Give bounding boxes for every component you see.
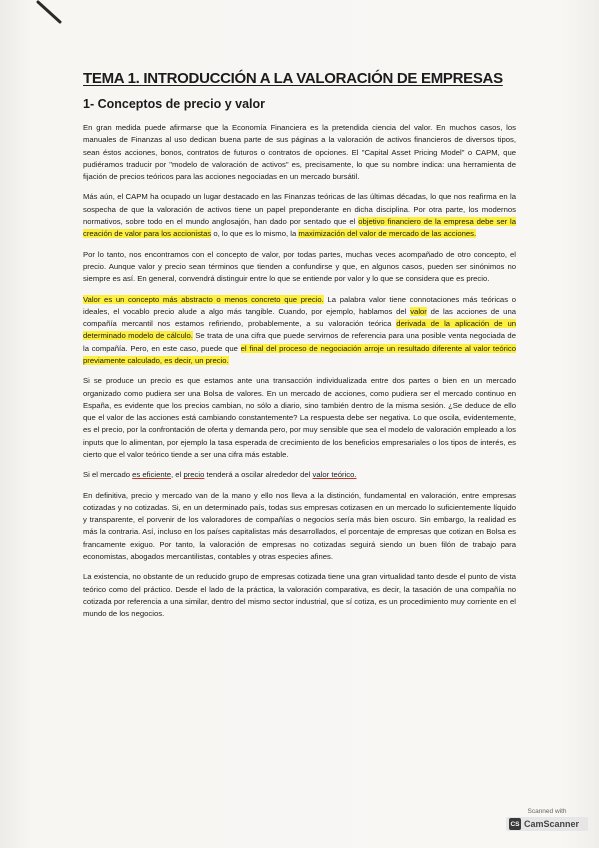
watermark-badge xyxy=(506,817,588,831)
section-heading: 1- Conceptos de precio y valor xyxy=(83,97,265,111)
watermark-name: CamScanner xyxy=(524,819,580,829)
highlighted-text: Valor es un concepto más abstracto o menos concreto que precio. xyxy=(83,294,324,304)
highlighted-text: maximización del valor de mercado de las acciones. xyxy=(298,229,477,239)
underlined-text: es eficiente xyxy=(132,470,172,480)
underlined-text: precio xyxy=(183,470,205,480)
underlined-text: valor teórico. xyxy=(312,470,357,480)
text-run: Se trata de una cifra que puede servirnos de referencia para una posible venta negociada de la compañía. Pero, en este caso, puede que xyxy=(83,331,516,353)
text-run: Más aún, el CAPM ha ocupado un lugar destacado en las Finanzas teóricas de las últimas décadas, lo que nos reafirma en la sospecha de que la valoración de activos tiene un papel preponderante en dicha disciplina. Por otra parte, los modernos normativos, sobre todo en el mundo anglosajón, han dado por sentado que el xyxy=(83,192,516,226)
highlighted-text: derivada de la aplicación de un determinado modelo de cálculo. xyxy=(83,319,516,341)
text-run: , el xyxy=(171,470,184,480)
paragraph xyxy=(83,490,516,564)
text-run: En definitiva, precio y mercado van de la mano y ello nos lleva a la distinción, fundamental en valoración, entre empresas cotizadas y no cotizadas. Si, en un determinado país, todas sus empresas cotizasen en un mercado lo suficientemente líquido y transparente, el porvenir de los valoradores de compañías o negocios sería más bien oscuro. Sin embargo, la realidad es más la contraria. Así, incluso en los países capitalistas más desarrollados, el porcentaje de empresas que cotizan en Bolsa es francamente exiguo. Por tanto, la valoración de empresas no cotizadas seguirá siendo un buen filón de trabajo para economistas, abogados mercantilistas, contables y otras especies afines. xyxy=(83,490,516,561)
highlighted-text: el final del proceso de negociación arroje un resultado diferente al valor teórico previamente calculado, es decir, un precio. xyxy=(83,343,517,365)
text-run: de las acciones de una compañía mercantil nos estamos refiriendo, probablemente, a su valoración teórica xyxy=(83,306,516,329)
paragraph xyxy=(83,571,516,620)
paragraph xyxy=(83,469,516,481)
text-run: La existencia, no obstante de un reducido grupo de empresas cotizada tiene una gran virtualidad tanto desde el punto de vista teórico como del práctico. Desde el lado de la práctica, la valoración comparativa, es decir, la tasación de una compañía no cotizada por referencia a una similar, dentro del mismo sector industrial, que sí cotiza, es un procedimiento muy corriente en el mundo de los negocios. xyxy=(83,572,516,619)
text-run: o, lo que es lo mismo, la xyxy=(211,229,299,239)
text-run: Por lo tanto, nos encontramos con el concepto de valor, por todas partes, muchas veces acompañado de otro concepto, el precio. Aunque valor y precio sean términos que tienden a confundirse y que, en algunos casos, pueden ser sinónimos no siempre es así. En general, convendrá distinguir entre lo que se entiende por valor y lo que se considera que es precio. xyxy=(83,249,516,284)
document-title: TEMA 1. INTRODUCCIÓN A LA VALORACIÓN DE EMPRESAS xyxy=(83,70,503,87)
pen-mark xyxy=(36,0,64,26)
text-run: tenderá a oscilar alrededor del xyxy=(204,470,313,480)
text-run: La palabra valor tiene connotaciones más teóricas o ideales, el vocablo precio alude a algo más tangible. Cuando, por ejemplo, hablamos del xyxy=(83,294,516,316)
watermark-caption: Scanned with xyxy=(527,808,567,815)
text-run: Si el mercado xyxy=(83,470,133,480)
paragraphs xyxy=(83,122,516,620)
paragraph xyxy=(83,375,516,461)
paragraph xyxy=(83,191,516,240)
camscanner-watermark xyxy=(506,808,588,838)
text-run: En gran medida puede afirmarse que la Economía Financiera es la pretendida ciencia del valor. En muchos casos, los manuales de Finanzas al uso dedican buena parte de sus páginas a la valoración de activos financieros de diversos tipos, sean éstos acciones, bonos, contratos de futuros o contratos de opciones. El "Capital Asset Pricing Model" o CAPM, que pudiéramos traducir por "modelo de valoración de activos" es, precisamente, lo que su nombre indica: una herramienta de fijación de precios teóricos para las acciones negociadas en un mercado bursátil. xyxy=(83,123,516,181)
paragraph xyxy=(83,249,516,286)
highlighted-text: valor xyxy=(410,306,427,316)
document-body xyxy=(83,70,516,629)
paragraph xyxy=(83,294,516,368)
highlighted-text: objetivo financiero de la empresa debe ser la creación de valor para los accionistas xyxy=(83,216,516,239)
camscanner-logo-icon: CS xyxy=(509,818,521,830)
text-run: Si se produce un precio es que estamos ante una transacción individualizada entre dos partes o bien en un mercado organizado como pudiera ser una Bolsa de valores. En un mercado de acciones, como pudiera ser el mercado continuo en España, es evidente que los precios cambian, no sólo a diario, sino también dentro de la misma sesión. ¿Se deduce de ello que el valor de las acciones está cambiando constantemente? La respuesta debe ser negativa. Lo que oscila, evidentemente, es el precio, por la confrontación de oferta y demanda pero, por muy sensible que sea el modelo de valoración empleado a los inputs que lo alimentan, por ejemplo la tasa esperada de crecimiento de los beneficios empresariales o los tipos de interés, es cierto que el valor teórico tiende a ser una cifra más estable. xyxy=(83,376,516,459)
paragraph xyxy=(83,122,516,183)
